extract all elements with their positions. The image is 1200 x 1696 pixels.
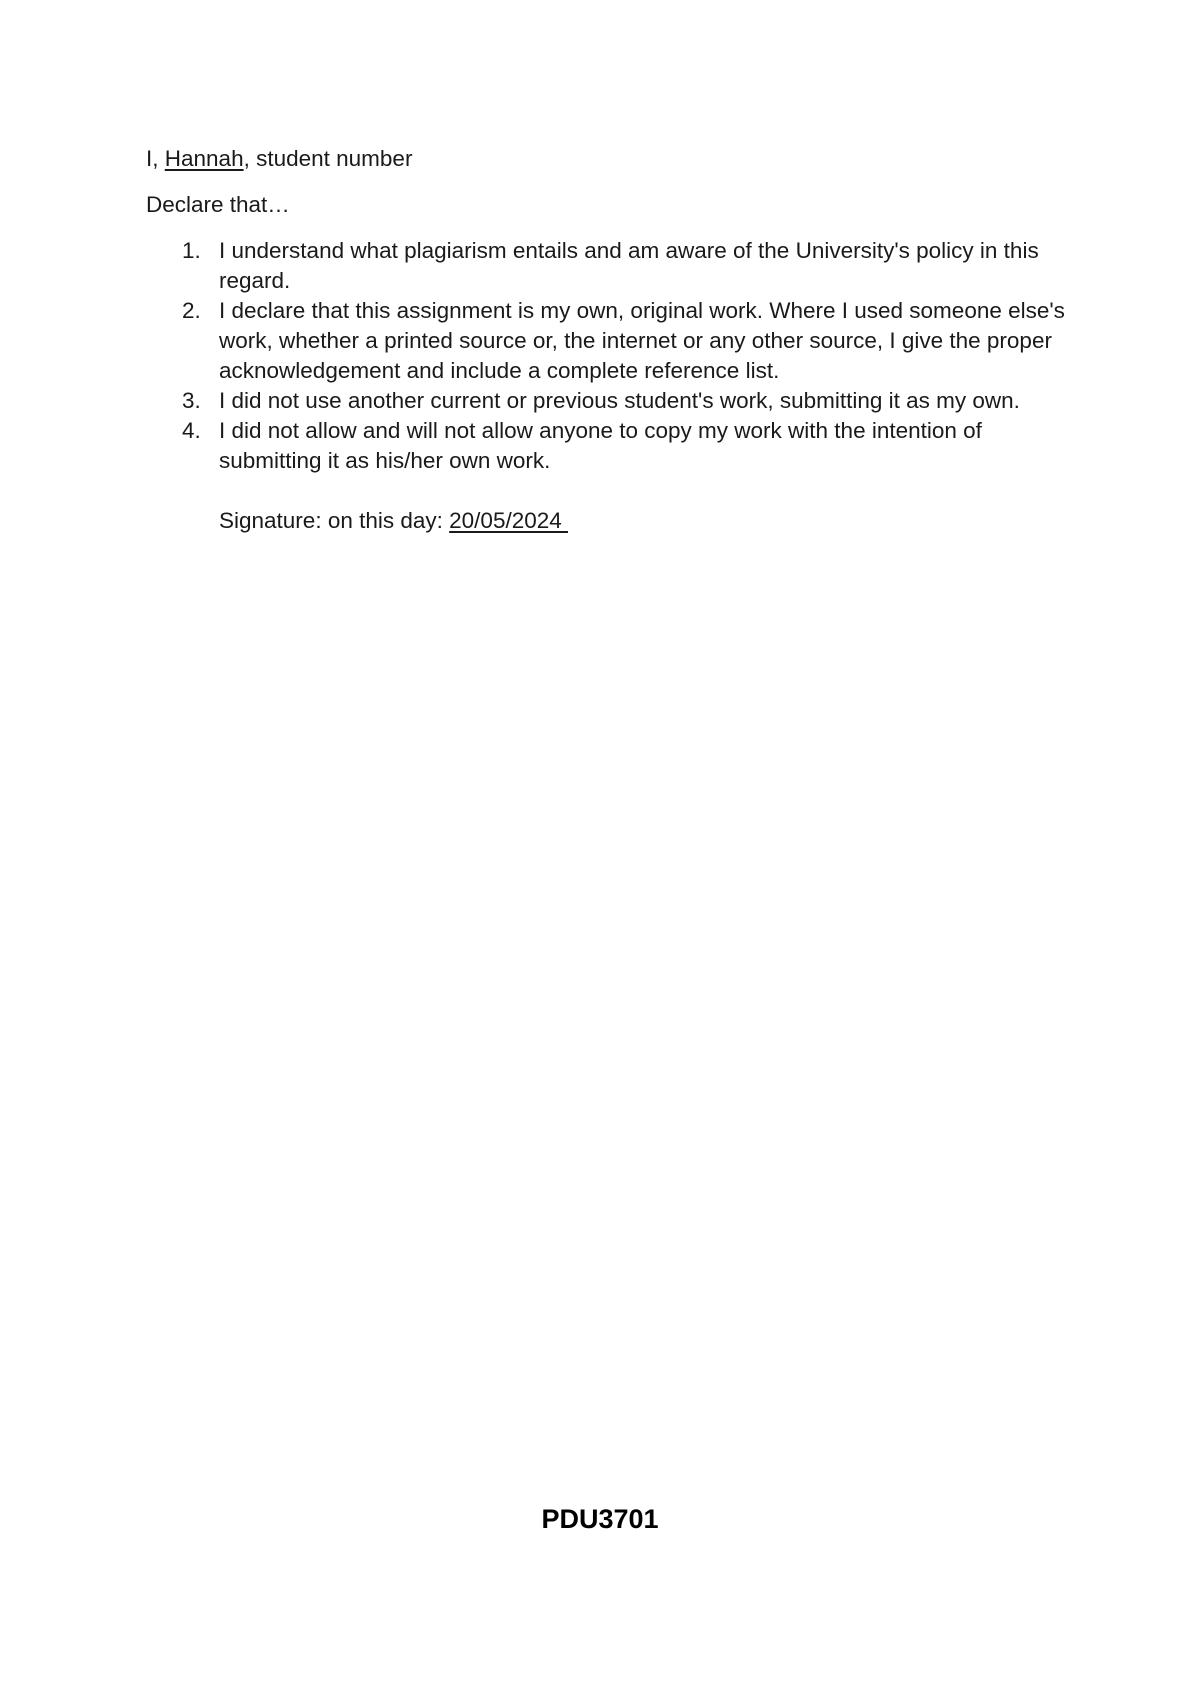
declaration-item-1	[146, 236, 1066, 296]
item-number: 4.	[182, 418, 201, 443]
student-name: Hannah	[164, 146, 244, 171]
declaration-list	[146, 236, 1066, 476]
signature-line	[219, 506, 1066, 536]
declaration-body	[146, 144, 1066, 536]
intro-line	[146, 144, 1066, 174]
item-text: I did not use another current or previous student's work, submitting it as my own.	[219, 388, 1020, 413]
item-number: 2.	[182, 298, 201, 323]
course-code: PDU3701	[541, 1504, 659, 1534]
item-number: 3.	[182, 388, 201, 413]
signature-label: Signature: on this day:	[219, 508, 450, 533]
item-number: 1.	[182, 238, 201, 263]
declaration-item-3	[146, 386, 1066, 416]
declaration-item-2	[146, 296, 1066, 386]
declare-heading: Declare that…	[146, 192, 290, 217]
item-text: I understand what plagiarism entails and am aware of the University's policy in this regard.	[219, 238, 1039, 293]
declaration-item-4	[146, 416, 1066, 476]
intro-prefix: I,	[146, 146, 165, 171]
signature-date: 20/05/2024	[449, 508, 569, 533]
intro-suffix: , student number	[243, 146, 413, 171]
item-text: I declare that this assignment is my own, original work. Where I used someone else's work, whether a printed source or, the internet or any other source, I give the proper acknowledgement and include a complete reference list.	[219, 298, 1065, 383]
item-text: I did not allow and will not allow anyone to copy my work with the intention of submitting it as his/her own work.	[219, 418, 982, 473]
